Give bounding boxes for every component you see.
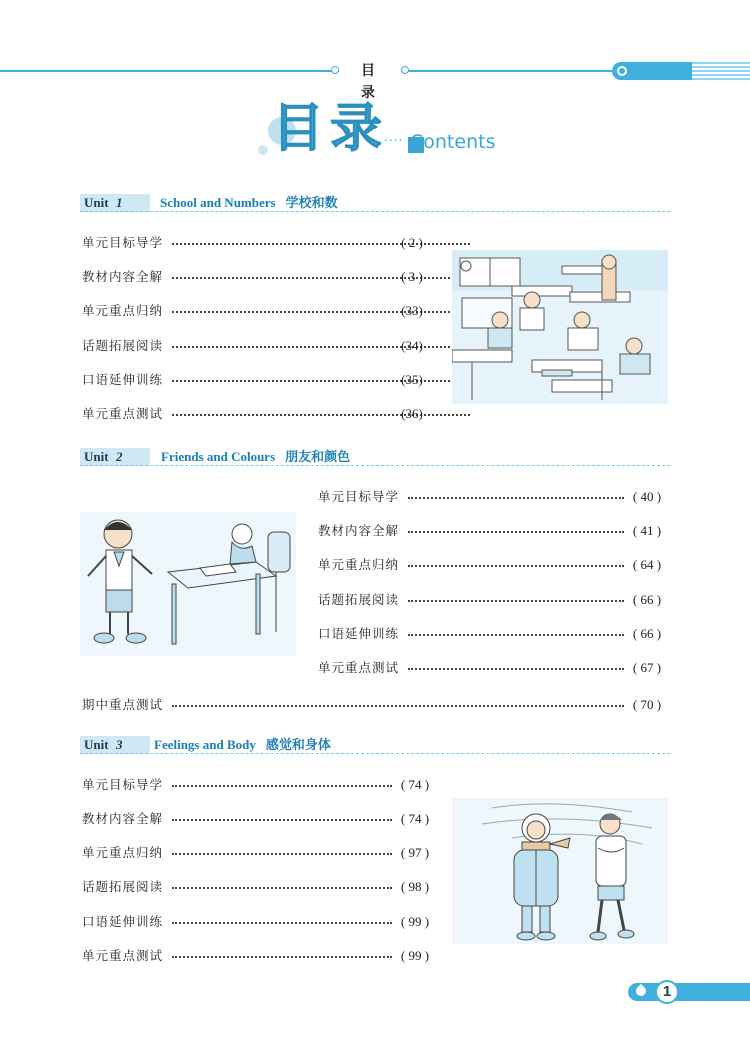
toc-item[interactable] <box>318 590 670 610</box>
header-rule <box>0 70 612 72</box>
toc-item[interactable] <box>82 370 432 390</box>
toc-leader-dots <box>172 785 392 787</box>
toc-item-page: ( 74 ) <box>400 777 430 792</box>
toc-leader-dots <box>408 565 624 567</box>
toc-item-page: ( 99 ) <box>400 914 430 929</box>
toc-item-page: ( 2 ) <box>401 235 423 250</box>
toc-item[interactable] <box>318 624 670 644</box>
page-title-char-1: 目 <box>272 99 325 159</box>
classroom-drawing <box>452 250 668 404</box>
toc-item-label: 教材内容全解 <box>318 523 400 538</box>
toc-item-page: ( 41 ) <box>632 523 662 538</box>
toc-item-page: ( 64 ) <box>632 557 662 572</box>
toc-item[interactable] <box>318 658 670 678</box>
toc-item-label: 话题拓展阅读 <box>82 338 164 353</box>
unit-1-heading <box>80 194 670 212</box>
toc-item-midterm[interactable] <box>82 695 670 715</box>
toc-item-page: ( 74 ) <box>400 811 430 826</box>
toc-item-page: ( 66 ) <box>632 592 662 607</box>
unit-3-number: 3 <box>116 737 123 752</box>
toc-item-label: 单元重点归纳 <box>82 845 164 860</box>
toc-item-label: 口语延伸训练 <box>318 626 400 641</box>
toc-leader-dots <box>408 600 624 602</box>
unit-2-title-en: Friends and Colours <box>161 449 276 464</box>
toc-leader-dots <box>172 922 392 924</box>
unit-3-label: Unit <box>84 737 109 752</box>
toc-item-page: ( 67 ) <box>632 660 662 675</box>
unit-3-title <box>154 736 331 755</box>
classroom-illustration <box>452 250 668 404</box>
header-ornament-right <box>401 66 409 74</box>
toc-item-label: 期中重点测试 <box>82 697 164 712</box>
toc-leader-dots <box>172 956 392 958</box>
page-number: 1 <box>655 980 679 1004</box>
contents-word: Contents <box>410 131 496 153</box>
unit-1-number: 1 <box>116 195 123 210</box>
toc-item[interactable] <box>82 775 434 795</box>
toc-item[interactable] <box>318 521 670 541</box>
footer-page-tab <box>628 983 750 1001</box>
toc-item-label: 教材内容全解 <box>82 811 164 826</box>
toc-item[interactable] <box>82 946 434 966</box>
toc-item[interactable] <box>82 336 432 356</box>
unit-3-title-en: Feelings and Body <box>154 737 256 752</box>
unit-3-heading <box>80 736 670 754</box>
unit-2-number: 2 <box>116 449 123 464</box>
toc-leader-dots <box>172 853 392 855</box>
toc-item[interactable] <box>82 267 432 287</box>
toc-item[interactable] <box>82 301 432 321</box>
feelings-illustration <box>452 798 668 944</box>
toc-item-page: (36) <box>401 406 423 421</box>
toc-item[interactable] <box>82 843 434 863</box>
toc-item[interactable] <box>82 912 434 932</box>
running-header-title: 目 录 <box>339 60 401 82</box>
unit-2-label: Unit <box>84 449 109 464</box>
unit-1-label: Unit <box>84 195 109 210</box>
toc-item[interactable] <box>318 487 670 507</box>
toc-item-label: 单元目标导学 <box>318 489 400 504</box>
toc-item-page: ( 98 ) <box>400 879 430 894</box>
toc-item-page: ( 3 ) <box>401 269 423 284</box>
toc-item-label: 单元重点测试 <box>82 948 164 963</box>
unit-1-title-en: School and Numbers <box>160 195 276 210</box>
toc-leader-dots <box>172 819 392 821</box>
title-dots: .... <box>384 130 404 144</box>
toc-item-label: 口语延伸训练 <box>82 372 164 387</box>
page-title-char-2: 录 <box>330 99 383 159</box>
toc-leader-dots <box>408 634 624 636</box>
toc-item-label: 单元重点测试 <box>318 660 400 675</box>
toc-leader-dots <box>172 705 624 707</box>
toc-item-page: ( 97 ) <box>400 845 430 860</box>
toc-item[interactable] <box>82 877 434 897</box>
toc-item-label: 单元重点测试 <box>82 406 164 421</box>
unit-2-title <box>161 448 350 467</box>
toc-item-page: ( 70 ) <box>632 697 662 712</box>
toc-item-label: 单元重点归纳 <box>318 557 400 572</box>
toc-leader-dots <box>408 497 624 499</box>
toc-item[interactable] <box>82 233 432 253</box>
toc-item-page: ( 99 ) <box>400 948 430 963</box>
title-bubble-small <box>258 145 268 155</box>
toc-leader-dots <box>408 531 624 533</box>
unit-2-title-cn: 朋友和颜色 <box>285 450 351 465</box>
toc-leader-dots <box>172 887 392 889</box>
header-stripes <box>692 62 750 80</box>
toc-item-label: 教材内容全解 <box>82 269 164 284</box>
toc-item-label: 单元目标导学 <box>82 777 164 792</box>
header-tab-ring <box>617 66 627 76</box>
unit-3-title-cn: 感觉和身体 <box>265 738 331 753</box>
toc-item[interactable] <box>82 809 434 829</box>
toc-item[interactable] <box>318 555 670 575</box>
unit-1-title-cn: 学校和数 <box>285 196 338 211</box>
toc-item-page: ( 66 ) <box>632 626 662 641</box>
feelings-drawing <box>452 798 668 944</box>
toc-item-label: 单元重点归纳 <box>82 303 164 318</box>
friends-illustration <box>80 512 296 656</box>
unit-1-title <box>160 194 338 213</box>
toc-item-page: (33) <box>401 303 423 318</box>
friends-drawing <box>80 512 296 656</box>
toc-item-label: 口语延伸训练 <box>82 914 164 929</box>
toc-item-label: 话题拓展阅读 <box>82 879 164 894</box>
toc-item-page: (35) <box>401 372 423 387</box>
toc-item-label: 单元目标导学 <box>82 235 164 250</box>
toc-leader-dots <box>408 668 624 670</box>
unit-2-heading <box>80 448 670 466</box>
toc-item-page: (34) <box>401 338 423 353</box>
toc-item-page: ( 40 ) <box>632 489 662 504</box>
toc-item[interactable] <box>82 404 432 424</box>
toc-item-label: 话题拓展阅读 <box>318 592 400 607</box>
header-ornament-left <box>331 66 339 74</box>
